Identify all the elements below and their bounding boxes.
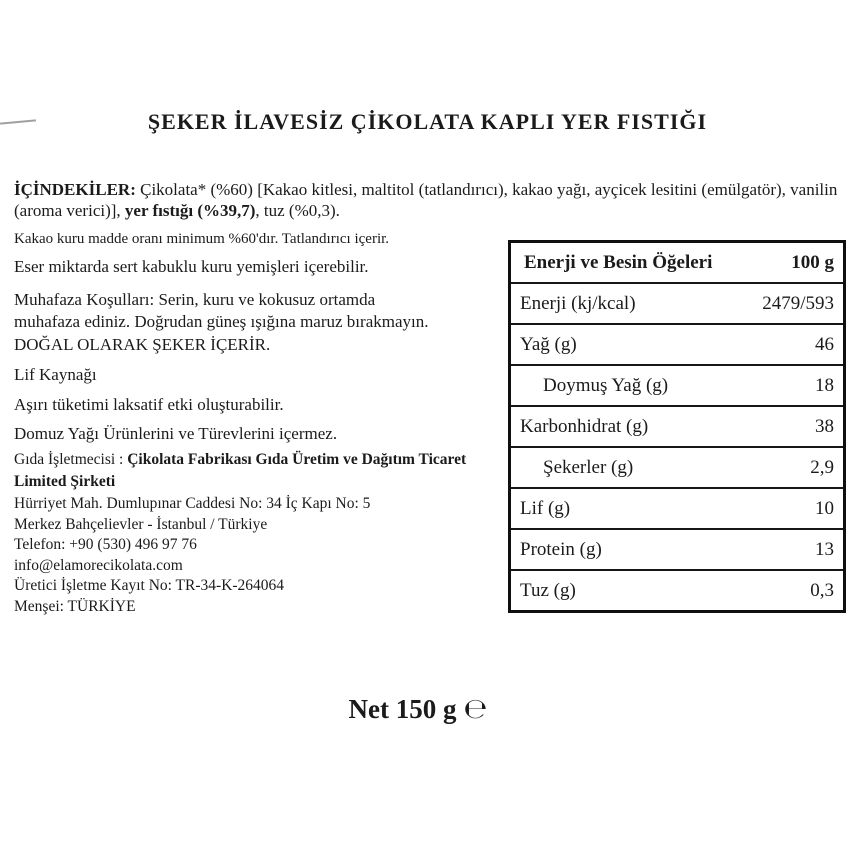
nutrition-header-amount: 100 g <box>791 251 834 273</box>
address-line-2: Merkez Bahçelievler - İstanbul / Türkiye <box>14 515 268 533</box>
row-label: Enerji (kj/kcal) <box>520 292 636 314</box>
nutrition-table <box>508 240 846 613</box>
table-row-carbohydrate <box>511 405 843 446</box>
row-label: Şekerler (g) <box>543 456 634 478</box>
ingredients-paragraph <box>14 179 848 221</box>
net-weight-text: Net 150 g <box>348 694 457 724</box>
estimated-sign: ℮ <box>463 692 488 725</box>
table-row-energy <box>511 282 843 323</box>
row-label: Protein (g) <box>520 538 602 560</box>
row-label: Yağ (g) <box>520 333 577 355</box>
ingredients-label: İÇİNDEKİLER: <box>14 180 136 199</box>
row-label: Lif (g) <box>520 497 571 519</box>
table-row-protein <box>511 528 843 569</box>
row-value: 2,9 <box>810 456 834 478</box>
ingredients-peanut-bold: yer fıstığı (%39,7) <box>124 201 256 220</box>
fiber-source-note: Lif Kaynağı <box>14 365 97 384</box>
origin-line: Menşei: TÜRKİYE <box>14 597 136 615</box>
table-row-saturated-fat <box>511 364 843 405</box>
storage-conditions <box>14 289 511 333</box>
ingredients-text-2: , tuz (%0,3). <box>255 201 340 220</box>
row-label: Tuz (g) <box>520 579 576 601</box>
operator-company-name: Çikolata Fabrikası Gıda Üretim ve Dağıtım Ticaret Limited Şirketi <box>14 451 467 490</box>
table-row-fiber <box>511 487 843 528</box>
natural-sugar-note: DOĞAL OLARAK ŞEKER İÇERİR. <box>14 335 271 354</box>
pork-free-note: Domuz Yağı Ürünlerini ve Türevlerini içermez. <box>14 424 338 443</box>
info-column <box>14 231 511 617</box>
registration-line: Üretici İşletme Kayıt No: TR-34-K-264064 <box>14 577 285 594</box>
trace-note: Eser miktarda sert kabuklu kuru yemişleri içerebilir. <box>14 257 369 276</box>
row-value: 18 <box>815 374 834 396</box>
row-value: 0,3 <box>810 579 834 601</box>
table-row-fat <box>511 323 843 364</box>
nutrition-header-label: Enerji ve Besin Öğeleri <box>524 251 713 273</box>
phone-line: Telefon: +90 (530) 496 97 76 <box>14 536 197 553</box>
row-value: 38 <box>815 415 834 437</box>
nutrition-table-header <box>511 243 843 282</box>
storage-line-1: Muhafaza Koşulları: Serin, kuru ve kokusuz ortamda <box>14 290 376 309</box>
table-row-salt <box>511 569 843 610</box>
product-title: ŞEKER İLAVESİZ ÇİKOLATA KAPLI YER FISTIĞI <box>147 109 708 134</box>
laxative-note: Aşırı tüketimi laksatif etki oluşturabilir. <box>14 395 284 414</box>
storage-line-2: muhafaza ediniz. Doğrudan güneş ışığına maruz bırakmayın. <box>14 312 429 331</box>
email-line: info@elamorecikolata.com <box>14 556 183 574</box>
row-value: 10 <box>815 497 834 519</box>
net-weight <box>0 692 836 725</box>
row-label: Doymuş Yağ (g) <box>543 374 669 396</box>
cocoa-note: Kakao kuru madde oranı minimum %60'dır. Tatlandırıcı içerir. <box>14 231 390 247</box>
row-value: 2479/593 <box>762 292 834 314</box>
row-label: Karbonhidrat (g) <box>520 415 649 437</box>
ingredients-text-1: Çikolata* (%60) [Kakao kitlesi, maltitol (tatlandırıcı), kakao yağı, ayçicek lesitini (emülgatör), vanilin (aroma verici)], <box>14 180 838 220</box>
address-line-1: Hürriyet Mah. Dumlupınar Caddesi No: 34 İç Kapı No: 5 <box>14 495 371 512</box>
food-operator <box>14 449 484 493</box>
row-value: 13 <box>815 538 834 560</box>
table-row-sugars <box>511 446 843 487</box>
row-value: 46 <box>815 333 834 355</box>
operator-label: Gıda İşletmecisi : <box>14 451 128 468</box>
